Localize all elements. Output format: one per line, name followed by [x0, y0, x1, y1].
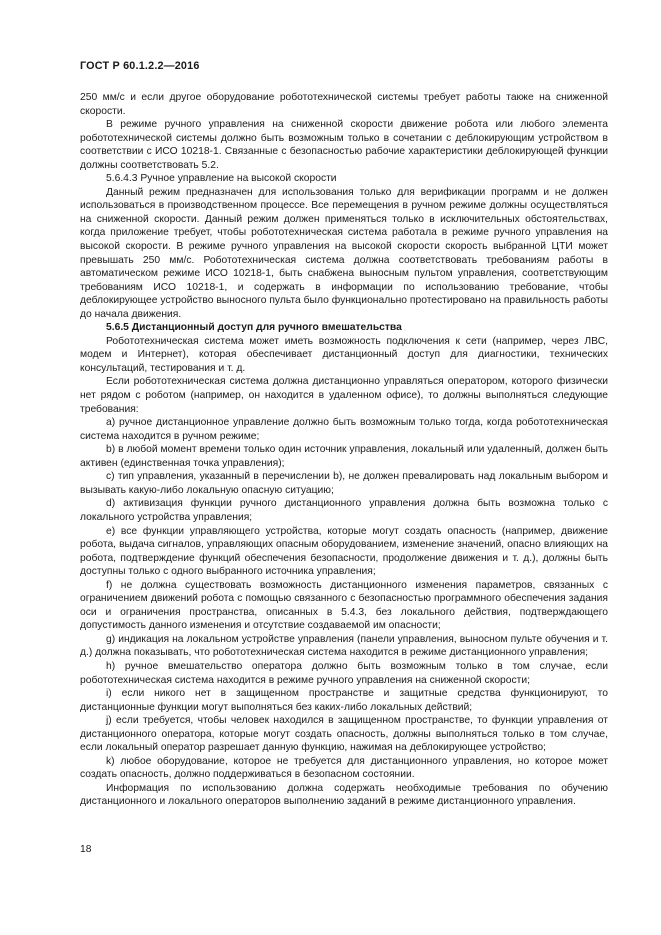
subsection-title-5-6-4-3: 5.6.4.3 Ручное управление на высокой скорости [106, 173, 337, 185]
page-number: 18 [80, 844, 92, 855]
list-item-h: h) ручное вмешательство оператора должно быть возможным только в том случае, если робототехническая система находится в режиме ручного управления на сниженной скорости; [80, 660, 608, 686]
paragraph-reduced-speed-manual: В режиме ручного управления на сниженной скорости движение робота или любого элемента робототехнической системы должно быть возможным только в сочетании с деблокирующим устройством в соответствии с ИСО 10218-1. Связанные с безопасностью рабочие характеристики деблокирующей функции должны соответствовать 5.2. [80, 119, 608, 171]
paragraph-network-access: Робототехническая система может иметь возможность подключения к сети (например, через ЛВС, модем и Интернет), которая обеспечивает дистанционный доступ для диагностики, технических консультаций, тестирования и т. д. [80, 335, 608, 374]
document-header: ГОСТ Р 60.1.2.2—2016 [80, 60, 200, 72]
list-item-j: j) если требуется, чтобы человек находился в защищенном пространстве, то функции управления от дистанционного оператора, которые могут создать опасность, должны выполняться только в том случае, если локальный оператор разрешает данную функцию, нажимая на деблокирующее устройство; [80, 715, 608, 754]
list-item-e: e) все функции управляющего устройства, которые могут создать опасность (например, движение робота, выдача сигналов, управляющих опасным оборудованием, изменение значений, опасно влияющих на робота, подтверждение функций обеспечения безопасности, продолжение движения и т. д.), должны быть доступны только с одного выбранного источника управления; [80, 525, 608, 578]
paragraph-high-speed-manual: Данный режим предназначен для использования только для верификации программ и не должен использоваться в производственном процессе. Все перемещения в ручном режиме должны осуществляться на сниженной скорости. Данный режим должен применяться только в исключительных обстоятельствах, когда приложение требует, чтобы робототехническая система работала в режиме ручного управления на высокой скорости. В режиме ручного управления на высокой скорости скорость выбранной ЦТИ может превышать 250 мм/с. Робототехническая система должна соответствовать требованиям работы в автоматическом режиме ИСО 10218-1, быть снабжена выносным пультом управления, соответствующим требованиям ИСО 10218-1, и содержать в информации по использованию требование, чтобы деблокирующее устройство выносного пульта было функционально протестировано на правильность работы до начала движения. [80, 186, 608, 320]
paragraph-speed-continuation: 250 мм/с и если другое оборудование робототехнической системы требует работы также на сниженной скорости. [80, 92, 608, 117]
paragraph-training-info: Информация по использованию должна содержать необходимые требования по обучению дистанционного и локального операторов выполнению заданий в режиме дистанционного управления. [80, 782, 608, 808]
list-item-a: a) ручное дистанционное управление должно быть возможным только тогда, когда робототехническая система находится в ручном режиме; [80, 417, 608, 442]
list-item-d: d) активизация функции ручного дистанционного управления должна быть возможна только с локального устройства управления; [80, 498, 608, 523]
list-item-b: b) в любой момент времени только один источник управления, локальный или удаленный, должен быть активен (единственная точка управления); [80, 444, 608, 469]
list-item-c: c) тип управления, указанный в перечислении b), не должен превалировать над локальным выбором и вызывать какую-либо локальную опасную ситуацию; [80, 471, 608, 496]
list-item-g: g) индикация на локальном устройстве управления (панели управления, выносном пульте обучения и т. д.) должна показывать, что робототехническая система находится в режиме дистанционного управления; [80, 633, 608, 659]
page-body [80, 91, 608, 809]
section-title-5-6-5: 5.6.5 Дистанционный доступ для ручного вмешательства [106, 322, 402, 334]
list-item-k: k) любое оборудование, которое не требуется для дистанционного управления, но которое может создать опасность, должно поддерживаться в безопасном состоянии. [80, 755, 608, 781]
list-item-i: i) если никого нет в защищенном пространстве и защитные средства функционируют, то дистанционные функции могут выполняться без каких-либо локальных действий; [80, 688, 608, 713]
list-item-f: f) не должна существовать возможность дистанционного изменения параметров, связанных с ограничением движений робота с помощью связанного с безопасностью программного обеспечения задания оси и ограничения пространства, описанных в 5.4.3, без локального действия, подтверждающего допустимость данного изменения и отсутствие создаваемой им опасности; [80, 579, 608, 632]
paragraph-remote-requirements-intro: Если робототехническая система должна дистанционно управляться оператором, которого физически нет рядом с роботом (например, он находится в удаленном офисе), то должны выполняться следующие требования: [80, 376, 608, 415]
